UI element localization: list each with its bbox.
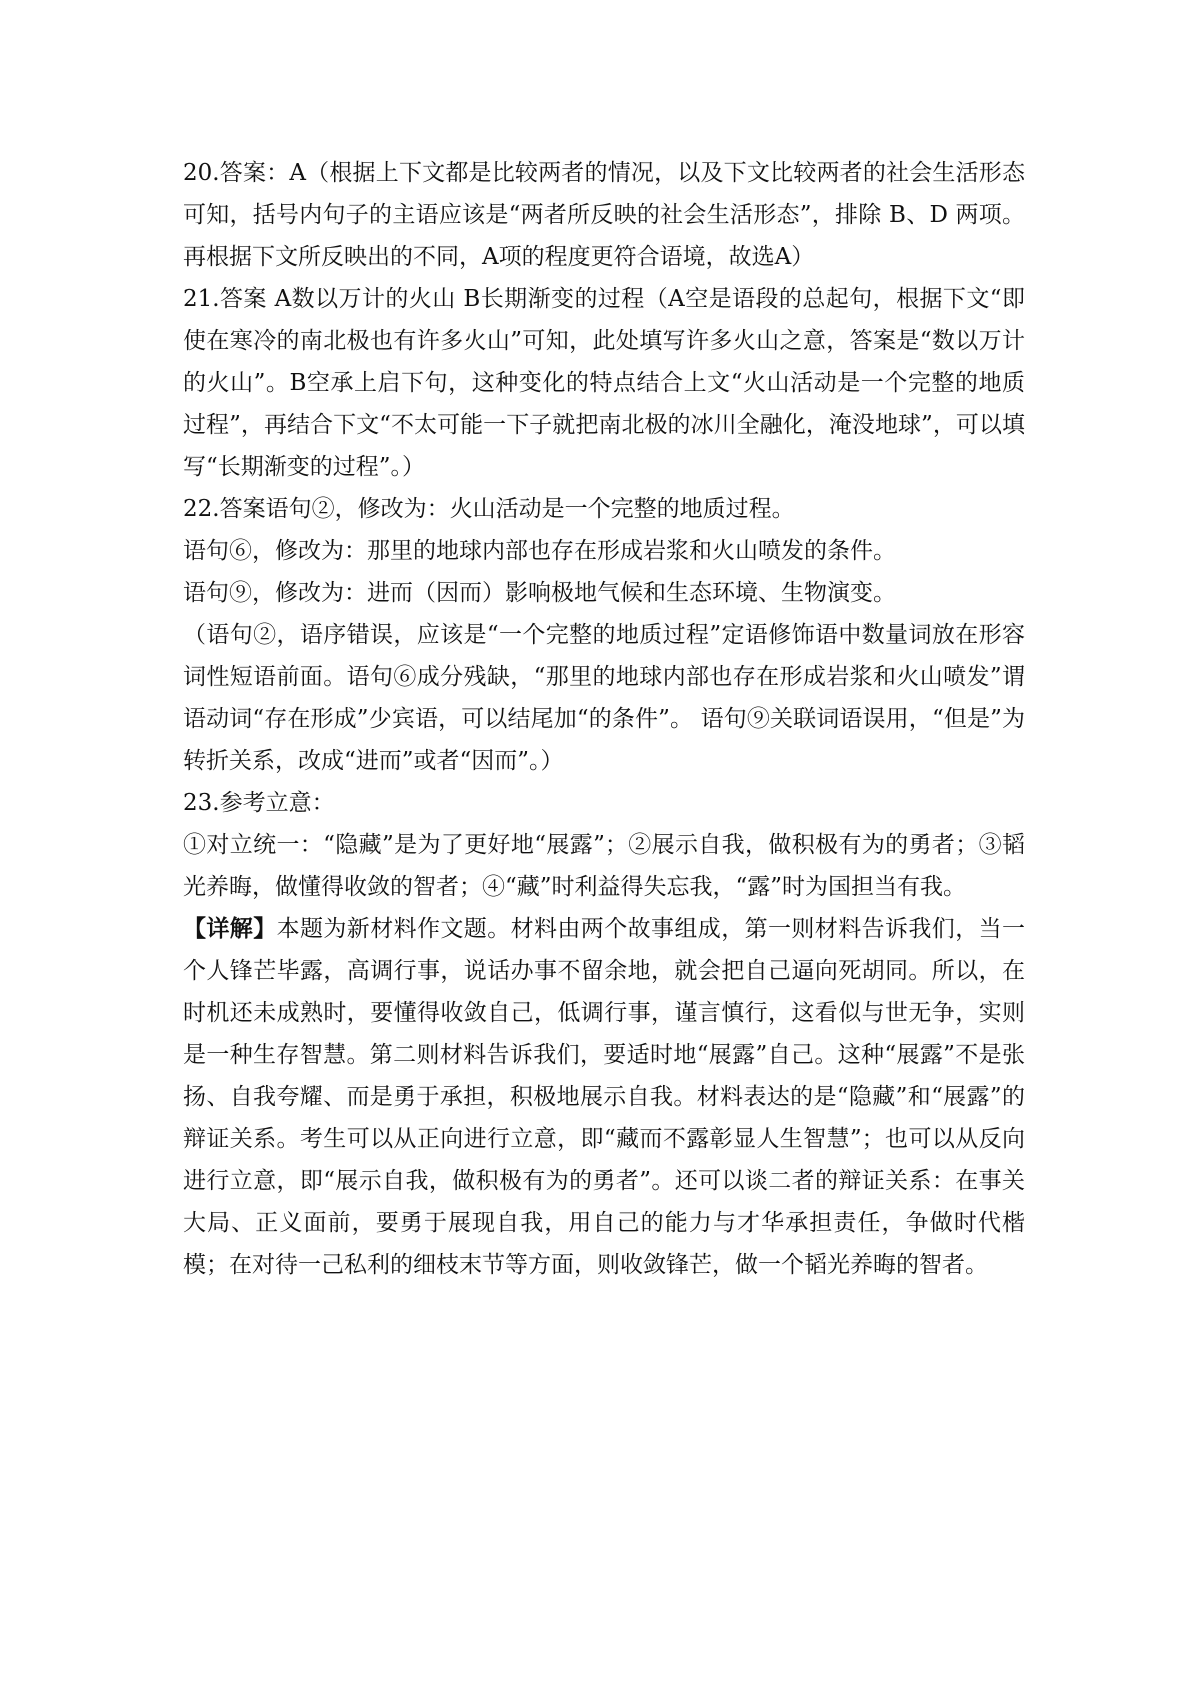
answer-22-paragraph: 22.答案语句②，修改为：火山活动是一个完整的地质过程。 xyxy=(183,496,795,522)
answer-20-paragraph: 20.答案：A（根据上下文都是比较两者的情况，以及下文比较两者的社会生活形态可知，括号内句子的主语应该是“两者所反映的社会生活形态”，排除 B、D 两项。再根据下文所反映出的不同，A项的程度更符合语境，故选A） xyxy=(183,160,1025,270)
detail-text: 本题为新材料作文题。材料由两个故事组成，第一则材料告诉我们，当一个人锋芒毕露，高调行事，说话办事不留余地，就会把自己逼向死胡同。所以，在时机还未成熟时，要懂得收敛自己，低调行事，谨言慎行，这看似与世无争，实则是一种生存智慧。第二则材料告诉我们，要适时地“展露”自己。这种“展露”不是张扬、自我夸耀、而是勇于承担，积极地展示自我。材料表达的是“隐藏”和“展露”的辩证关系。考生可以从正向进行立意，即“藏而不露彰显人生智慧”；也可以从反向进行立意，即“展示自我，做积极有为的勇者”。还可以谈二者的辩证关系：在事关大局、正义面前，要勇于展现自我，用自己的能力与才华承担责任，争做时代楷模；在对待一己私利的细枝末节等方面，则收敛锋芒，做一个韬光养晦的智者。 xyxy=(183,916,1026,1278)
answer-23-ideas: ①对立统一：“隐藏”是为了更好地“展露”；②展示自我，做积极有为的勇者；③韬光养晦，做懂得收敛的智者；④“藏”时利益得失忘我，“露”时为国担当有我。 xyxy=(183,832,1025,900)
answer-22-explanation: （语句②，语序错误，应该是“一个完整的地质过程”定语修饰语中数量词放在形容词性短语前面。语句⑥成分残缺，“那里的地球内部也存在形成岩浆和火山喷发”谓语动词“存在形成”少宾语，可以结尾加“的条件”。 语句⑨关联词语误用，“但是”为转折关系，改成“进而”或者“因而”。） xyxy=(183,622,1025,774)
answer-22-sentence-9: 语句⑨，修改为：进而（因而）影响极地气候和生态环境、生物演变。 xyxy=(183,580,896,606)
answer-22-sentence-6: 语句⑥，修改为：那里的地球内部也存在形成岩浆和火山喷发的条件。 xyxy=(183,538,896,564)
answer-23-heading: 23.参考立意： xyxy=(183,790,335,816)
answer-content xyxy=(183,152,1025,1286)
detail-explanation-paragraph xyxy=(183,908,1025,1286)
detail-label: 【详解】 xyxy=(183,915,277,942)
answer-21-paragraph: 21.答案 A数以万计的火山 B长期渐变的过程（A空是语段的总起句，根据下文“即使在寒冷的南北极也有许多火山”可知，此处填写许多火山之意，答案是“数以万计的火山”。B空承上启下句，这种变化的特点结合上文“火山活动是一个完整的地质过程”，再结合下文“不太可能一下子就把南北极的冰川全融化，淹没地球”，可以填写“长期渐变的过程”。） xyxy=(183,286,1025,480)
